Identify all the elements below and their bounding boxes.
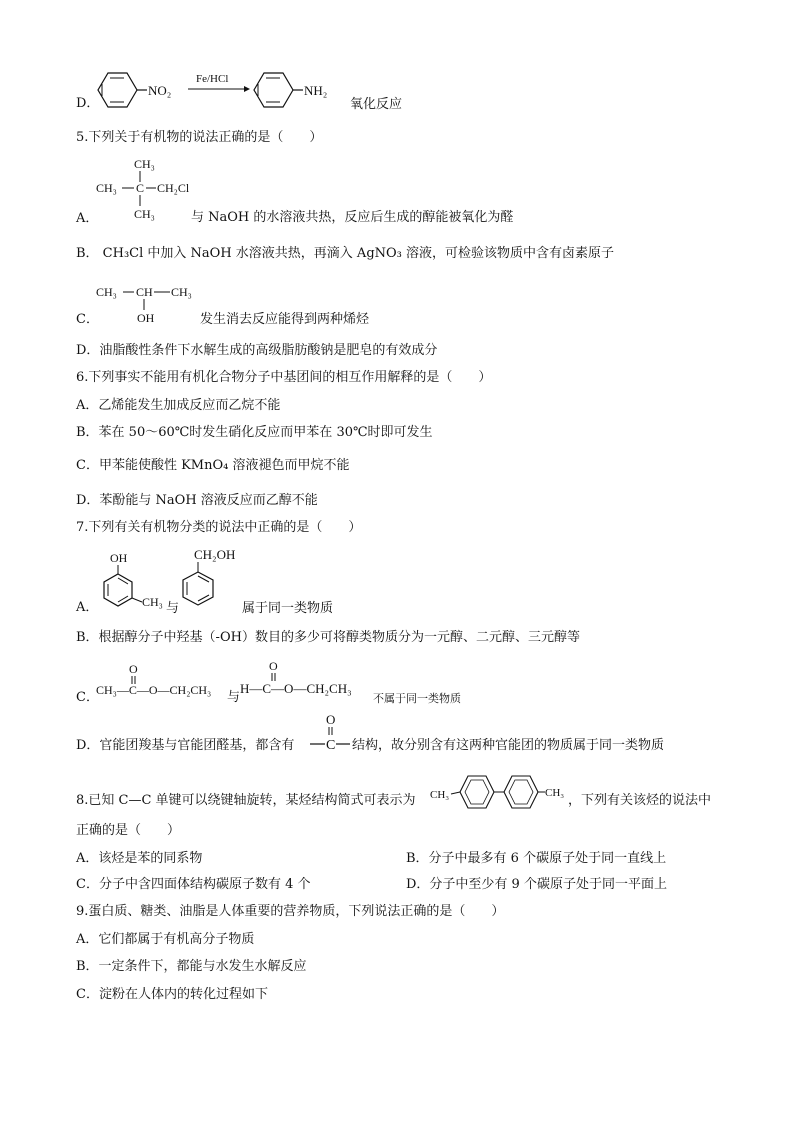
q7-stem: 7.下列有关有机物分类的说法中正确的是（ ） xyxy=(76,520,362,535)
svg-text:H—C—O—CH₂CH₃: H—C—O—CH₂CH₃ xyxy=(240,681,352,696)
carbonyl-structure xyxy=(308,713,353,753)
svg-text:O: O xyxy=(326,712,336,727)
q5-c-text: 发生消去反应能得到两种烯烃 xyxy=(200,312,370,327)
svg-text:CH₂OH: CH₂OH xyxy=(194,547,236,562)
q5-b-text: B． CH₃Cl 中加入 NaOH 水溶液共热，再滴入 AgNO₃ 溶液，可检验该物质中含有卤素原子 xyxy=(76,246,615,261)
q8-c: C．分子中含四面体结构碳原子数有 4 个 xyxy=(76,877,311,892)
q8-post: ，下列有关该烃的说法中 xyxy=(568,793,712,808)
q5-a-label: A． xyxy=(76,211,99,226)
q7-c-label: C． xyxy=(76,690,99,705)
svg-text:OH: OH xyxy=(137,311,155,325)
reaction-arrow xyxy=(186,72,256,102)
q5-stem: 5.下列关于有机物的说法正确的是（ ） xyxy=(76,130,323,145)
svg-text:CH₃: CH₃ xyxy=(96,285,117,299)
svg-text:OH: OH xyxy=(110,551,128,565)
m-cresol-structure xyxy=(94,550,174,615)
svg-text:CH₃: CH₃ xyxy=(430,789,450,801)
nitro-group: NO₂ xyxy=(148,83,172,98)
svg-text:CH: CH xyxy=(136,285,153,299)
svg-text:O: O xyxy=(129,662,138,676)
aniline-structure xyxy=(252,70,352,110)
svg-text:CH₃: CH₃ xyxy=(96,181,117,195)
nitrobenzene-structure xyxy=(96,70,186,110)
dimethylbiphenyl-structure xyxy=(430,767,570,811)
q9-c: C．淀粉在人体内的转化过程如下 xyxy=(76,987,268,1002)
ethyl-acetate-structure xyxy=(96,663,231,703)
svg-text:CH₃: CH₃ xyxy=(171,285,192,299)
q7-c-conj: 与 xyxy=(227,690,241,705)
q6-b: B．苯在 50～60℃时发生硝化反应而甲苯在 30℃时即可发生 xyxy=(76,425,433,440)
q9-b: B．一定条件下，都能与水发生水解反应 xyxy=(76,959,307,974)
svg-text:O: O xyxy=(269,659,278,673)
q5-c-structure xyxy=(96,283,216,328)
svg-text:CH₃: CH₃ xyxy=(134,207,155,221)
q5-a-text: 与 NaOH 的水溶液共热，反应后生成的醇能被氧化为醛 xyxy=(191,210,514,225)
q6-a: A．乙烯能发生加成反应而乙烷不能 xyxy=(76,398,281,413)
q7-a-text: 属于同一类物质 xyxy=(242,601,334,616)
q5-d-text: D．油脂酸性条件下水解生成的高级脂肪酸钠是肥皂的有效成分 xyxy=(76,343,438,358)
q4-d-text: 氧化反应 xyxy=(350,97,403,112)
q7-b: B．根据醇分子中羟基（-OH）数目的多少可将醇类物质分为一元醇、二元醇、三元醇等 xyxy=(76,630,580,645)
amino-group: NH₂ xyxy=(304,83,328,98)
q8-a: A．该烃是苯的同系物 xyxy=(76,851,203,866)
q6-stem: 6.下列事实不能用有机化合物分子中基团间的相互作用解释的是（ ） xyxy=(76,370,492,385)
svg-text:CH₃: CH₃ xyxy=(545,787,565,799)
q7-c-text: 不属于同一类物质 xyxy=(373,692,461,705)
q7-a-label: A． xyxy=(76,600,99,615)
q8-pre: 8.已知 C—C 单键可以绕键轴旋转，某烃结构简式可表示为 xyxy=(76,793,416,808)
svg-text:CH₃: CH₃ xyxy=(134,157,155,171)
q6-d: D．苯酚能与 NaOH 溶液反应而乙醇不能 xyxy=(76,493,318,508)
q9-a: A．它们都属于有机高分子物质 xyxy=(76,932,255,947)
q9-stem: 9.蛋白质、糖类、油脂是人体重要的营养物质，下列说法正确的是（ ） xyxy=(76,904,505,919)
q7-d-post: 结构，故分别含有这两种官能团的物质属于同一类物质 xyxy=(352,738,665,753)
q5-c-label: C． xyxy=(76,312,99,327)
q8-b: B．分子中最多有 6 个碳原子处于同一直线上 xyxy=(406,851,667,866)
svg-text:C: C xyxy=(326,738,336,753)
svg-text:C: C xyxy=(136,181,145,195)
svg-text:CH₃: CH₃ xyxy=(142,595,163,609)
q8-d: D．分子中至少有 9 个碳原子处于同一平面上 xyxy=(406,877,667,892)
q4-d-label: D． xyxy=(76,96,100,111)
q7-d-pre: D．官能团羧基与官能团醛基，都含有 xyxy=(76,738,295,753)
reagent-label: Fe/HCl xyxy=(196,73,229,85)
svg-text:CH₂Cl: CH₂Cl xyxy=(157,181,190,195)
q8-line2: 正确的是（ ） xyxy=(76,823,181,838)
q5-a-structure xyxy=(96,156,206,221)
q7-a-conj: 与 xyxy=(166,601,180,616)
q6-c: C．甲苯能使酸性 KMnO₄ 溶液褪色而甲烷不能 xyxy=(76,458,350,473)
ethyl-formate-structure xyxy=(240,660,380,700)
svg-text:CH₃—C—O—CH₂CH₃: CH₃—C—O—CH₂CH₃ xyxy=(96,683,212,697)
